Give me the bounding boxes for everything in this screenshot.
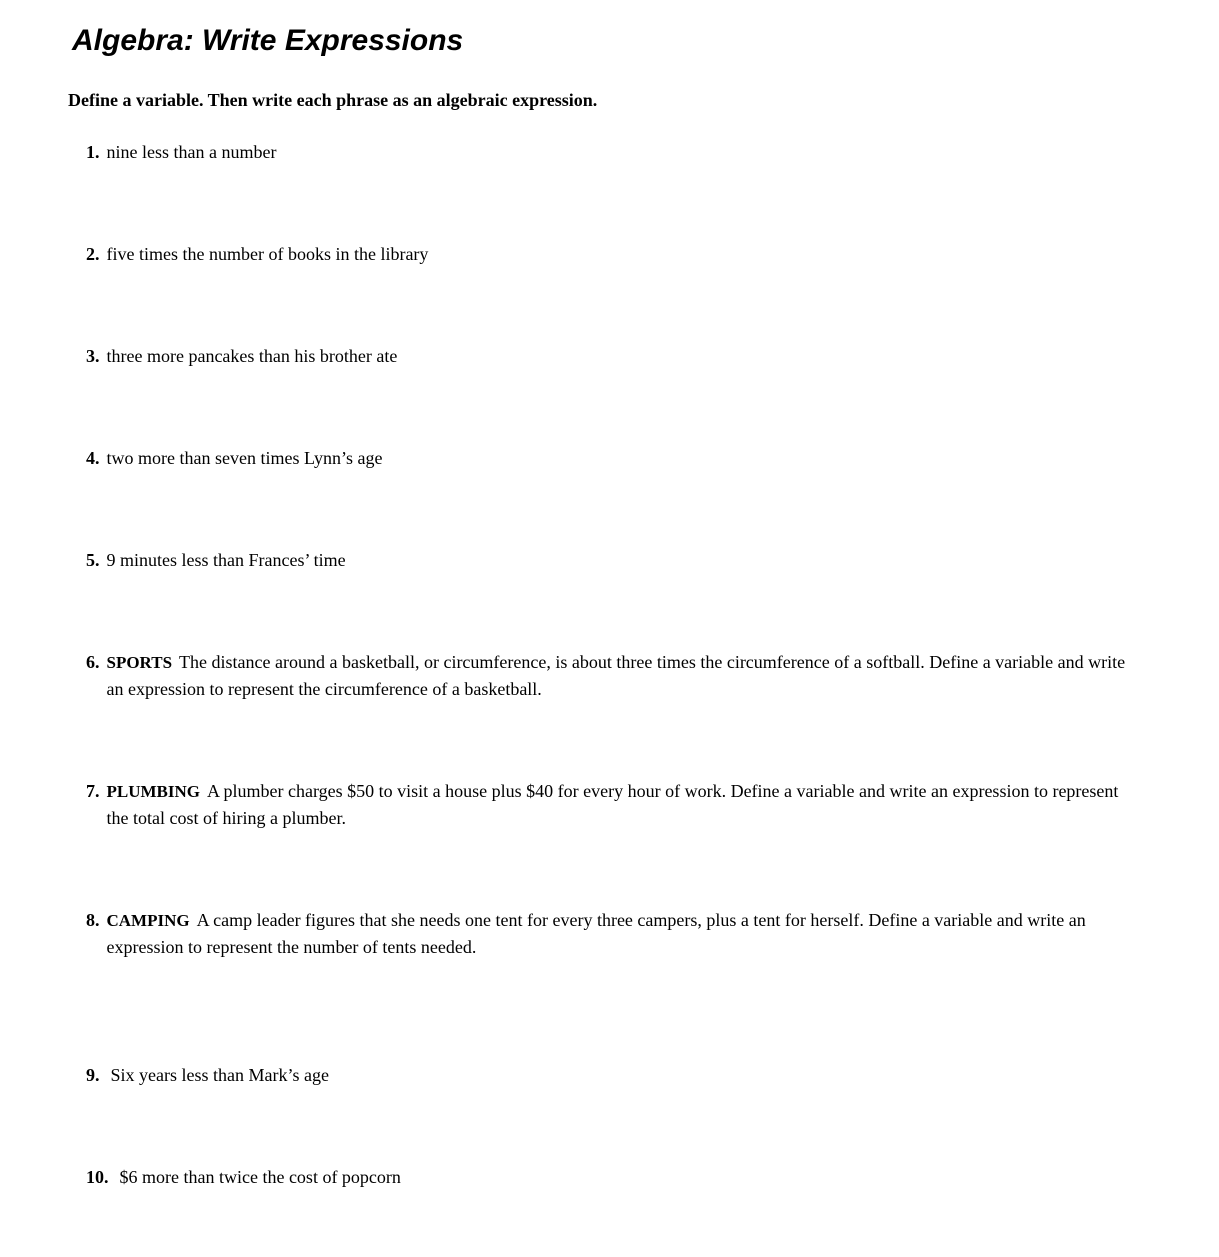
item-tag: SPORTS: [106, 653, 173, 672]
item-phrase: A camp leader figures that she needs one tent for every three campers, plus a tent for herself. Define a variable and write an expression to represent the number of tents needed.: [106, 910, 1086, 957]
item-phrase: nine less than a number: [106, 142, 277, 162]
item-number: 10.: [86, 1167, 109, 1187]
item-tag: CAMPING: [106, 911, 190, 930]
list-item: [86, 241, 1137, 267]
page-title: Algebra: Write Expressions: [72, 24, 464, 57]
item-phrase: three more pancakes than his brother ate: [106, 346, 398, 366]
item-phrase: $6 more than twice the cost of popcorn: [119, 1167, 401, 1187]
item-number: 6.: [86, 652, 100, 672]
list-item: [86, 907, 1137, 960]
list-item: [86, 1164, 1137, 1190]
item-text: [107, 343, 398, 369]
item-number: 2.: [86, 244, 100, 264]
item-text: [107, 241, 429, 267]
problem-list: [86, 139, 1137, 1190]
item-text: [120, 1164, 401, 1190]
item-text: [107, 649, 1131, 702]
item-number: 4.: [86, 448, 100, 468]
list-item: [86, 778, 1137, 831]
item-text: [107, 907, 1131, 960]
item-text: [111, 1062, 329, 1088]
item-text: [107, 778, 1131, 831]
item-phrase: 9 minutes less than Frances’ time: [106, 550, 346, 570]
list-item: [86, 547, 1137, 573]
list-item: [86, 649, 1137, 702]
item-phrase: A plumber charges $50 to visit a house plus $40 for every hour of work. Define a variable and write an expression to represent the total cost of hiring a plumber.: [106, 781, 1119, 828]
item-phrase: five times the number of books in the library: [106, 244, 429, 264]
item-number: 5.: [86, 550, 100, 570]
item-number: 8.: [86, 910, 100, 930]
item-tag: PLUMBING: [106, 782, 200, 801]
list-item: [86, 139, 1137, 165]
item-phrase: The distance around a basketball, or circumference, is about three times the circumference of a softball. Define a variable and write an expression to represent the circumference of a basketball.: [106, 652, 1126, 699]
item-text: [107, 445, 383, 471]
item-number: 1.: [86, 142, 100, 162]
item-phrase: two more than seven times Lynn’s age: [106, 448, 383, 468]
item-number: 9.: [86, 1065, 100, 1085]
item-phrase: Six years less than Mark’s age: [110, 1065, 329, 1085]
item-number: 7.: [86, 781, 100, 801]
list-item: [86, 1062, 1137, 1088]
instruction-text: Define a variable. Then write each phrase as an algebraic expression.: [68, 90, 598, 110]
item-text: [107, 139, 277, 165]
list-item: [86, 445, 1137, 471]
list-item: [86, 343, 1137, 369]
item-text: [107, 547, 346, 573]
item-number: 3.: [86, 346, 100, 366]
